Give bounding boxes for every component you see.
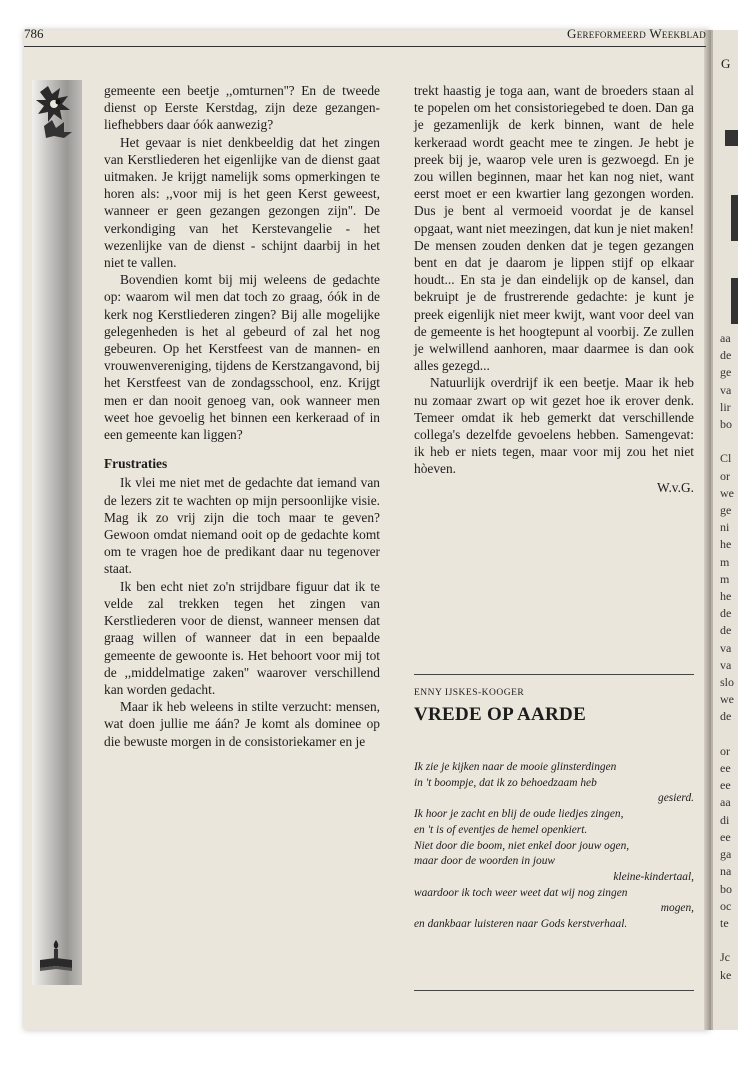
article-paragraph: gemeente een beetje ,,omturnen''? En de tweede dienst op Eerste Kerstdag, zijn deze gezangen-liefhebbers daar óók aanwezig? [104,83,380,133]
article-column-left [104,82,380,750]
next-page-edge [711,30,738,1030]
next-page-line-fragment: ke [720,967,732,982]
next-page-line-fragment: di [720,812,730,827]
next-page-line-fragment: te [720,915,729,930]
poem-line: in 't boompje, dat ik zo behoedzaam heb [414,776,597,789]
next-page-dark-block [725,130,738,146]
next-page-line-fragment: oc [720,898,732,913]
next-page-line-fragment: ni [720,520,730,535]
next-page-line-fragment: or [720,743,730,758]
next-page-line-fragment: ge [720,503,732,518]
article-paragraph: trekt haastig je toga aan, want de broeders staan al te popelen om het consistoriegebed te doen. Dan ga je gezamenlijk de kerk binnen, want de hele kerkeraad wordt geacht mee te zingen. Je hebt je preek bij je, waarop vele uren is gezwoegd. En je zou willen beginnen, maar het kan nog niet, want eerst moet er een kwartier lang gezongen worden. Dus je bent al vermoeid voordat je de kansel opgaat, want niet meezingen, dat kun je niet maken! De mensen zouden denken dat je tegen gezangen bent en dat je daarom je lippen stijf op elkaar houdt... En sta je dan eindelijk op de kansel, dan bekruipt je de frustrerende gedachte: je kunt je preek eigenlijk niet meer kwijt, want voor deel van de gemeente is het hoogtepunt al voorbij. Ze zullen je welwillend aanhoren, maar daarmee is dan ook alles gezegd... [414,83,694,374]
next-page-line-fragment: de [720,606,732,621]
next-page-line-fragment [720,932,734,949]
next-page-line-fragment: ga [720,847,732,862]
article-column-right [414,82,694,496]
poem-line: kleine-kindertaal, [613,870,694,883]
article-paragraph: Maar ik heb weleens in stilte verzucht: mensen, wat doen jullie me áán? Je komt als dominee op die bewuste morgen in de consistoriekamer en je [104,699,380,749]
article-paragraph: Bovendien komt bij mij weleens de gedachte op: waarom wil men dat toch zo graag, óók in de kerk nog Kerstliederen zingen? Bij alle mogelijke gelegenheden is het al gebeurd of zal het nog gebeuren. Op het Kerstfeest van de mannen- en vrouwenvereniging, tijdens de Kerstzangavond, bij het Kerstfeest van de zondagsschool, enz. Krijgt men er dan nooit genoeg van, ook wanneer men weet hoe gevoelig het binnen een kerkeraad of in een gemeente kan liggen? [104,272,380,443]
header-rule [24,46,706,47]
poem-line: mogen, [660,902,694,915]
next-page-line-fragment: de [720,623,732,638]
next-page-line-fragment: he [720,537,732,552]
running-title: Gereformeerd Weekblad [567,26,706,41]
poem-author: ENNY IJSKES-KOOGER [414,688,525,698]
next-page-line-fragment: slo [720,675,735,690]
poem-line: Niet door die boom, niet enkel door jouw ogen, [414,839,630,852]
next-page-line-fragment: ge [720,365,732,380]
poem-line: en 't is of eventjes de hemel openkiert. [414,823,588,836]
next-page-line-fragment: va [720,657,732,672]
section-divider [414,674,694,675]
author-signature: W.v.G. [657,479,694,495]
next-page-line-fragment: na [720,864,732,879]
article-paragraph: Natuurlijk overdrijf ik een beetje. Maar ik heb nu zomaar zwart op wit gezet hoe ik erover denk. Temeer omdat ik heb gemerkt dat verschillende collega's dezelfde gevoelens hebben. Samengevat: ik heb er niets tegen, maar voor mij zou het niet hòeven. [414,375,694,477]
article-paragraph: Ik vlei me niet met de gedachte dat iemand van de lezers zit te wachten op mijn persoonlijke visie. Mag ik zo vrij zijn die toch maar te geven? Gewoon omdat niemand ooit op de gedachte komt om te vragen hoe de predikant daar nu tegenover staat. [104,475,380,577]
next-page-line-fragment [720,726,734,743]
article-paragraph: Het gevaar is niet denkbeeldig dat het zingen van Kerstliederen het eigenlijke van de dienst gaat uitmaken. Je krijgt namelijk soms opmerkingen te horen als: ,,voor mij is het geen Kerst geweest, wanneer er geen gezangen gezongen zijn''. De verkondiging van het Kerstevangelie - het wezenlijke van de dienst - schijnt daarbij in het niet te vallen. [104,134,380,271]
decorative-side-bar [32,80,82,985]
poem-line: Ik hoor je zacht en blij de oude liedjes zingen, [414,808,624,821]
next-page-text-fragments [720,330,734,984]
next-page-line-fragment: lir [720,399,731,414]
next-page-line-fragment: we [720,485,734,500]
section-divider [414,990,694,991]
next-page-big-letter [731,278,738,324]
next-page-line-fragment: m [720,554,730,569]
next-page-line-fragment: m [720,571,730,586]
next-page-line-fragment: ee [720,778,731,793]
next-page-line-fragment: we [720,692,734,707]
next-page-line-fragment: he [720,589,732,604]
holly-christmas-icon [34,82,76,140]
bible-candle-icon [36,938,76,974]
page-number: 786 [24,26,44,41]
next-page-line-fragment: ee [720,829,731,844]
poem-line: gesierd. [658,792,694,805]
next-page-line-fragment: va [720,382,732,397]
poem-title: VREDE OP AARDE [414,704,587,725]
next-page-line-fragment: Jc [720,950,730,965]
next-page-line-fragment: va [720,640,732,655]
next-page-line-fragment: aa [720,795,731,810]
next-page-line-fragment: de [720,709,732,724]
page-header [24,26,706,46]
section-heading: Frustraties [104,456,168,472]
poem-body [414,760,694,933]
next-page-line-fragment: aa [720,331,731,345]
next-page-line-fragment: bo [720,417,732,432]
poem-line: waardoor ik toch weer weet dat wij nog zingen [414,886,628,899]
next-page-line-fragment: bo [720,881,732,896]
next-page-line-fragment: Cl [720,451,732,466]
article-paragraph: Ik ben echt niet zo'n strijdbare figuur dat ik te velde zal trekken tegen het zingen van Kerstliederen voor de dienst, wanneer mensen dat graag willen of wanneer dat in een bepaalde gemeente de gewoonte is. Het behoort voor mij tot de ,,middelmatige zaken'' waarover verschillend kan worden gedacht. [104,578,380,697]
next-page-line-fragment: ee [720,761,731,776]
next-page-line-fragment: de [720,348,732,363]
poem-line: Ik zie je kijken naar de mooie glinsterdingen [414,761,617,773]
next-page-header-letter: G [721,56,731,71]
next-page-line-fragment [720,433,734,450]
next-page-line-fragment: or [720,468,730,483]
poem-line: maar door de woorden in jouw [414,855,556,868]
next-page-big-letter [731,195,738,241]
poem-line: en dankbaar luisteren naar Gods kerstverhaal. [414,918,628,931]
